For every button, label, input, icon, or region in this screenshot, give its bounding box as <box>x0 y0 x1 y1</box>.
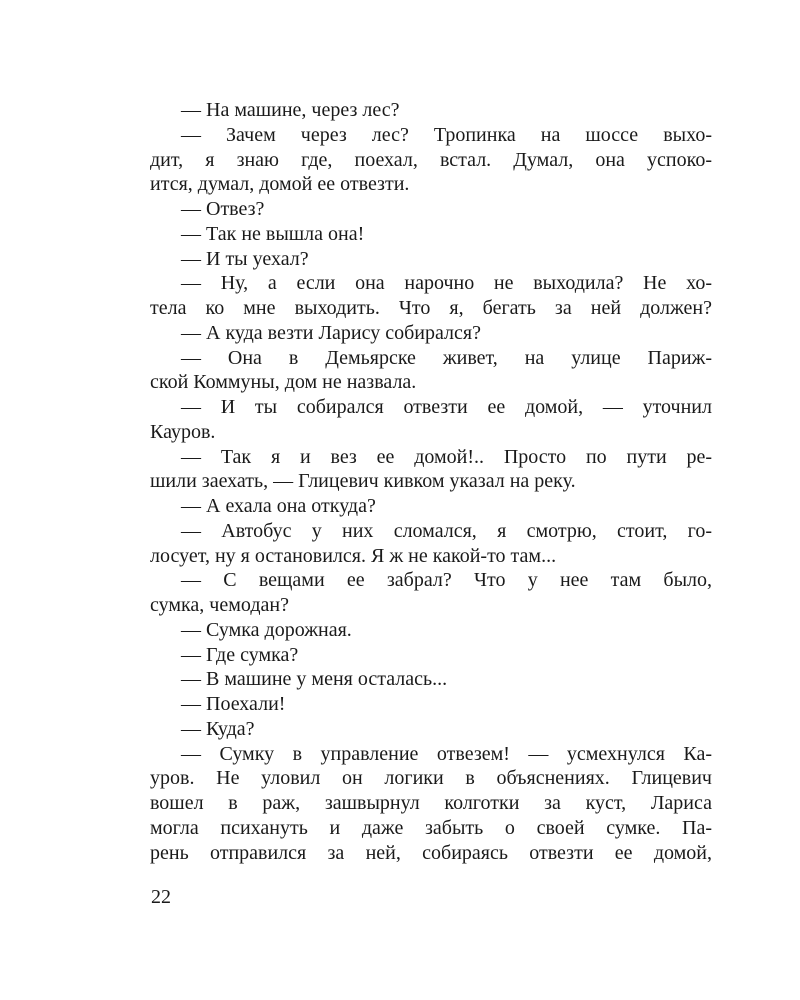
text-line: — Ну, а если она нарочно не выходила? Не хо- <box>181 272 712 295</box>
text-line: — Где сумка? <box>181 643 299 666</box>
text-line: — С вещами ее забрал? Что у нее там было, <box>181 569 712 592</box>
text-line: сумка, чемодан? <box>150 594 289 616</box>
text-line: — Куда? <box>181 717 255 740</box>
text-line: — Сумка дорожная. <box>181 618 352 641</box>
text-line: — Отвез? <box>181 198 265 220</box>
text-line: дит, я знаю где, поехал, встал. Думал, она успоко- <box>150 148 712 171</box>
text-line: — Так не вышла она! <box>181 222 365 245</box>
text-line: рень отправился за ней, собираясь отвезти ее домой, <box>150 841 712 864</box>
text-line: уров. Не уловил он логики в объяснениях. Глицевич <box>150 767 712 790</box>
text-line: — Сумку в управление отвезем! — усмехнулся Ка- <box>181 742 712 765</box>
page-text <box>150 98 712 865</box>
text-line: — На машине, через лес? <box>181 99 400 121</box>
text-line: шили заехать, — Глицевич кивком указал на реку. <box>150 470 576 493</box>
text-line: лосует, ну я остановился. Я ж не какой-то там... <box>150 544 557 567</box>
text-line: — А ехала она откуда? <box>181 495 376 517</box>
page-number: 22 <box>151 886 171 908</box>
text-line: — Она в Демьярске живет, на улице Париж- <box>181 346 712 369</box>
text-line: — Зачем через лес? Тропинка на шоссе выхо- <box>181 123 712 146</box>
text-line: — Автобус у них сломался, я смотрю, стоит, го- <box>181 519 712 542</box>
text-line: — Так я и вез ее домой!.. Просто по пути ре- <box>181 445 712 468</box>
text-line: — И ты уехал? <box>181 247 309 270</box>
text-line: — А куда везти Ларису собирался? <box>181 321 481 344</box>
text-line: — В машине у меня осталась... <box>181 668 448 691</box>
text-line: тела ко мне выходить. Что я, бегать за ней должен? <box>150 297 712 319</box>
text-line: ится, думал, домой ее отвезти. <box>150 173 410 196</box>
text-line: — Поехали! <box>181 693 286 715</box>
text-line: могла психануть и даже забыть о своей сумке. Па- <box>150 816 712 839</box>
text-line: вошел в раж, зашвырнул колготки за куст, Лариса <box>150 792 712 814</box>
text-line: ской Коммуны, дом не назвала. <box>150 371 417 394</box>
text-line: Кауров. <box>150 420 216 443</box>
text-line: — И ты собирался отвезти ее домой, — уточнил <box>181 396 712 418</box>
